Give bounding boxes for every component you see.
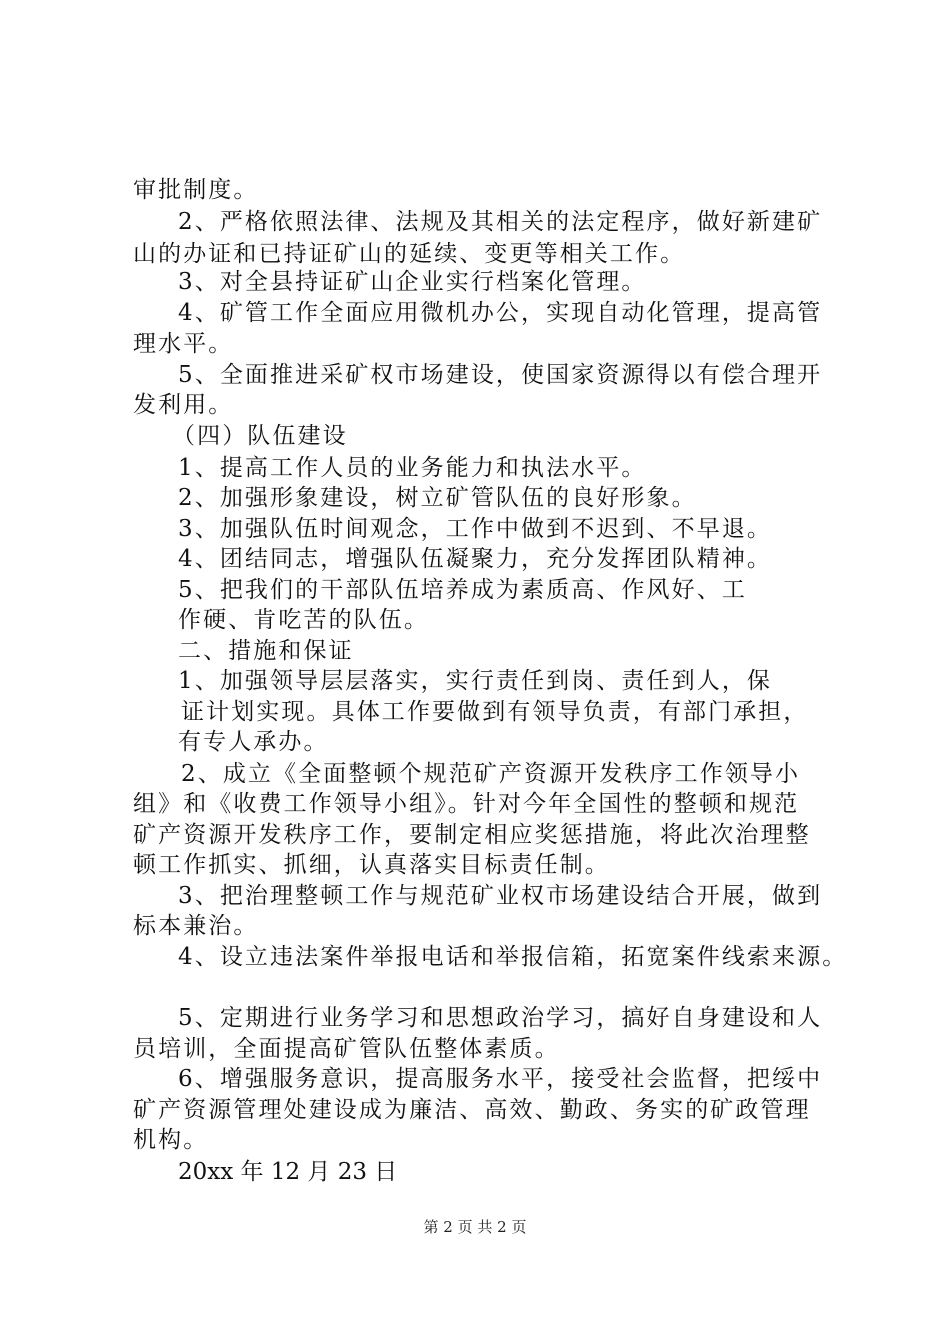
section-heading-team: （四）队伍建设 <box>172 423 348 449</box>
text-line-1: 审批制度。 <box>133 177 259 203</box>
text-line-24: 3、把治理整顿工作与规范矿业权市场建设结合开展，做到 <box>178 883 823 909</box>
text-line-12: 3、加强队伍时间观念，工作中做到不迟到、不早退。 <box>178 516 773 542</box>
section-heading-measures: 二、措施和保证 <box>178 638 354 664</box>
text-line-28: 员培训，全面提高矿管队伍整体素质。 <box>133 1036 560 1062</box>
text-line-25: 标本兼治。 <box>133 913 259 939</box>
text-line-19: 有专人承办。 <box>178 729 329 755</box>
text-line-17: 1、加强领导层层落实，实行责任到岗、责任到人，保 <box>178 668 773 694</box>
text-line-30: 矿产资源管理处建设成为廉洁、高效、勤政、务实的矿政管理 <box>133 1097 811 1123</box>
text-line-22: 矿产资源开发秩序工作，要制定相应奖惩措施，将此次治理整 <box>133 822 811 848</box>
text-line-20: 2、成立《全面整顿个规范矿产资源开发秩序工作领导小 <box>181 761 801 787</box>
text-line-27: 5、定期进行业务学习和思想政治学习，搞好自身建设和人 <box>178 1005 823 1031</box>
text-line-11: 2、加强形象建设，树立矿管队伍的良好形象。 <box>178 485 697 511</box>
text-line-14: 5、把我们的干部队伍培养成为素质高、作风好、工 <box>178 577 747 603</box>
text-line-15: 作硬、肯吃苦的队伍。 <box>178 607 429 633</box>
page-footer: 第 2 页 共 2 页 <box>423 1218 527 1236</box>
document-date: 20xx 年 12 月 23 日 <box>178 1159 398 1185</box>
text-line-10: 1、提高工作人员的业务能力和执法水平。 <box>178 455 647 481</box>
text-line-18: 证计划实现。具体工作要做到有领导负责，有部门承担， <box>181 699 809 725</box>
text-line-26: 4、设立违法案件举报电话和举报信箱，拓宽案件线索来源。 <box>178 944 848 970</box>
text-line-21: 组》和《收费工作领导小组》。针对今年全国性的整顿和规范 <box>133 791 800 817</box>
text-line-29: 6、增强服务意识，提高服务水平，接受社会监督，把绥中 <box>178 1066 823 1092</box>
text-line-31: 机构。 <box>133 1127 209 1153</box>
text-line-2: 2、严格依照法律、法规及其相关的法定程序，做好新建矿 <box>178 209 823 235</box>
text-line-7: 5、全面推进采矿权市场建设，使国家资源得以有偿合理开 <box>178 362 823 388</box>
text-line-8: 发利用。 <box>133 392 234 418</box>
text-line-3: 山的办证和已持证矿山的延续、变更等相关工作。 <box>133 241 686 267</box>
text-line-4: 3、对全县持证矿山企业实行档案化管理。 <box>178 269 647 295</box>
text-line-5: 4、矿管工作全面应用微机办公，实现自动化管理，提高管 <box>178 300 823 326</box>
text-line-13: 4、团结同志，增强队伍凝聚力，充分发挥团队精神。 <box>178 546 773 572</box>
text-line-6: 理水平。 <box>133 331 234 357</box>
text-line-23: 顿工作抓实、抓细，认真落实目标责任制。 <box>133 852 610 878</box>
